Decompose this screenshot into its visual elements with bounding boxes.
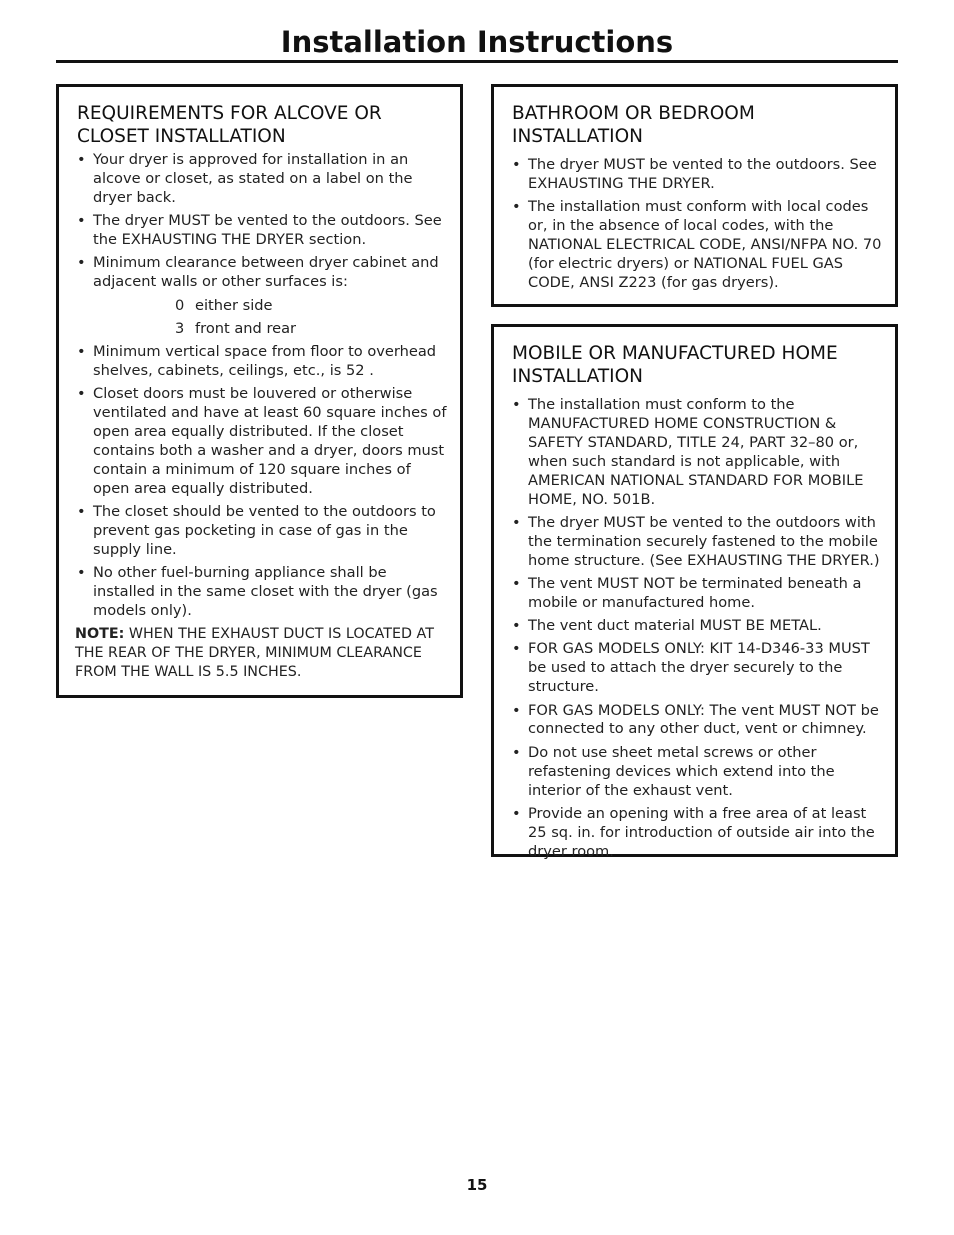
list-item: • The installation must conform with local codes or, in the absence of local codes, with the NATIONAL ELECTRICAL CODE, ANSI/NFPA NO. 70 (for electric dryers) or NATIONAL FUEL GAS CODE, ANSI Z223 (for gas dryers). bbox=[512, 198, 882, 291]
list-item: • Minimum vertical space from floor to overhead shelves, cabinets, ceilings, etc., is 52 . bbox=[77, 343, 437, 380]
bullet-icon: • bbox=[77, 151, 86, 168]
mobile-list bbox=[512, 396, 885, 862]
list-item: • Provide an opening with a free area of at least 25 sq. in. for introduction of outside air into the dryer room. bbox=[512, 804, 875, 860]
bullet-icon: • bbox=[512, 701, 521, 719]
note-label: NOTE: bbox=[75, 626, 125, 643]
bullet-icon: • bbox=[512, 156, 521, 173]
mobile-home-heading: MOBILE OR MANUFACTURED HOME INSTALLATION bbox=[512, 343, 838, 387]
alcove-list-continued bbox=[77, 343, 450, 621]
list-item: • Your dryer is approved for installation in an alcove or closet, as stated on a label on the dryer back. bbox=[77, 151, 413, 206]
bathroom-list bbox=[512, 156, 885, 293]
bullet-icon: • bbox=[77, 385, 86, 403]
mobile-home-section bbox=[491, 324, 898, 860]
bullet-icon: • bbox=[77, 343, 86, 361]
bullet-icon: • bbox=[512, 640, 521, 658]
list-item: • The vent MUST NOT be terminated beneath a mobile or manufactured home. bbox=[512, 574, 862, 611]
title-divider bbox=[56, 60, 898, 63]
list-item: • The dryer MUST be vented to the outdoors. See EXHAUSTING THE DRYER. bbox=[512, 156, 877, 192]
note-text: WHEN THE EXHAUST DUCT IS LOCATED AT THE REAR OF THE DRYER, MINIMUM CLEARANCE FROM THE WALL IS 5.5 INCHES. bbox=[75, 626, 434, 681]
list-item: • Closet doors must be louvered or otherwise ventilated and have at least 60 square inches of open area equally distributed. If the closet contains both a washer and a dryer, doors must contain a minimum of 120 square inches of open area equally distributed. bbox=[77, 385, 447, 497]
page-number: 15 bbox=[466, 1176, 488, 1194]
list-item: • The dryer MUST be vented to the outdoors with the termination securely fastened to the mobile home structure. (See EXHAUSTING THE DRYER.) bbox=[512, 513, 880, 569]
exhaust-note bbox=[75, 625, 450, 682]
bullet-icon: • bbox=[512, 513, 521, 531]
bathroom-bedroom-heading: BATHROOM OR BEDROOM INSTALLATION bbox=[512, 103, 755, 147]
clearance-front-rear: 3 front and rear bbox=[175, 319, 297, 337]
list-item: • The closet should be vented to the outdoors to prevent gas pocketing in case of gas in the supply line. bbox=[77, 503, 436, 558]
alcove-list bbox=[77, 151, 450, 292]
bullet-icon: • bbox=[512, 617, 521, 635]
page-title: Installation Instructions bbox=[280, 25, 674, 59]
bathroom-bedroom-section bbox=[491, 84, 898, 307]
bullet-icon: • bbox=[77, 503, 86, 521]
bullet-icon: • bbox=[512, 743, 521, 761]
bullet-icon: • bbox=[512, 198, 521, 216]
bullet-icon: • bbox=[77, 212, 86, 230]
list-item: • Minimum clearance between dryer cabinet and adjacent walls or other surfaces is: bbox=[77, 254, 439, 291]
bullet-icon: • bbox=[512, 804, 521, 822]
list-item: • No other fuel-burning appliance shall be installed in the same closet with the dryer (gas models only). bbox=[77, 564, 438, 620]
alcove-closet-section bbox=[56, 84, 463, 698]
list-item: • FOR GAS MODELS ONLY: KIT 14-D346-33 MUST be used to attach the dryer securely to the structure. bbox=[512, 640, 870, 696]
list-item: • The dryer MUST be vented to the outdoors. See the EXHAUSTING THE DRYER section. bbox=[77, 212, 442, 249]
bullet-icon: • bbox=[77, 564, 86, 582]
bullet-icon: • bbox=[512, 396, 521, 413]
list-item: • FOR GAS MODELS ONLY: The vent MUST NOT be connected to any other duct, vent or chimney. bbox=[512, 701, 879, 738]
list-item: • The installation must conform to the MANUFACTURED HOME CONSTRUCTION & SAFETY STANDARD, TITLE 24, PART 32–80 or, when such standard is not applicable, with AMERICAN NATIONAL STANDARD FOR MOBILE HOME, NO. 501B. bbox=[512, 396, 864, 508]
bullet-icon: • bbox=[77, 254, 86, 272]
bullet-icon: • bbox=[512, 574, 521, 592]
list-item: • The vent duct material MUST BE METAL. bbox=[512, 617, 822, 635]
list-item: • Do not use sheet metal screws or other refastening devices which extend into the interior of the exhaust vent. bbox=[512, 743, 835, 799]
clearance-side: 0 either side bbox=[175, 296, 273, 314]
alcove-closet-heading: REQUIREMENTS FOR ALCOVE OR CLOSET INSTALLATION bbox=[77, 103, 382, 147]
